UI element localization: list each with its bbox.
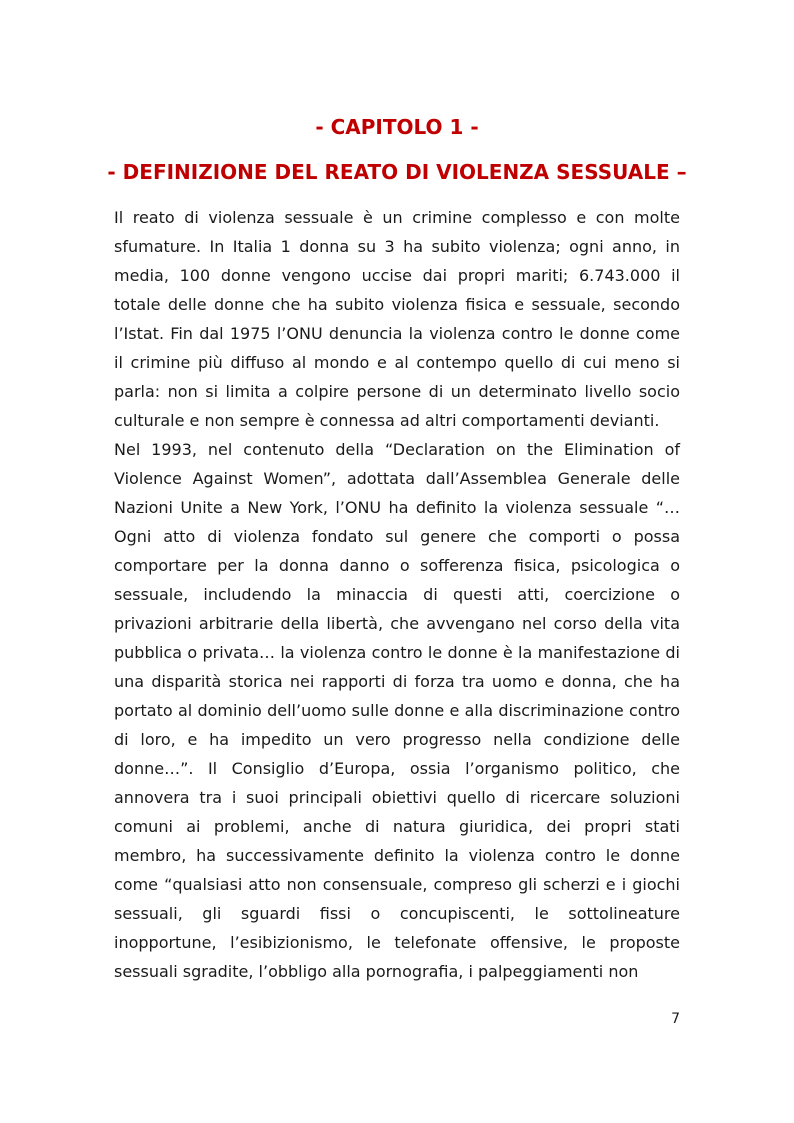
chapter-heading: - CAPITOLO 1 - [315,115,479,139]
paragraph-2: Nel 1993, nel contenuto della “Declaration on the Elimination of Violence Against Women”, adottata dall’Assemblea Generale delle Nazioni Unite a New York, l’ONU ha definito la violenza sessuale “… Ogni atto di violenza fondato sul genere che comporti o possa comportare per la donna danno o sofferenza fisica, psicologica o sessuale, includendo la minaccia di questi atti, coercizione o privazioni arbitrarie della libertà, che avvengano nel corso della vita pubblica o privata… la violenza contro le donne è la manifestazione di una disparità storica nei rapporti di forza tra uomo e donna, che ha portato al dominio dell’uomo sulle donne e alla discriminazione contro di loro, e ha impedito un vero progresso nella condizione delle donne…”. Il Consiglio d’Europa, ossia l’organismo politico, che annovera tra i suoi principali obiettivi quello di ricercare soluzioni comuni ai problemi, anche di natura giuridica, dei propri stati membro, ha successivamente definito la violenza contro le donne come “qualsiasi atto non consensuale, compreso gli scherzi e i giochi sessuali, gli sguardi fissi o concupiscenti, le sottolineature inopportune, l’esibizionismo, le telefonate offensive, le proposte sessuali sgradite, l’obbligo alla pornografia, i palpeggiamenti non [114,440,680,981]
page-number: 7 [671,1011,680,1027]
paragraph-1: Il reato di violenza sessuale è un crimine complesso e con molte sfumature. In Italia 1 donna su 3 ha subito violenza; ogni anno, in media, 100 donne vengono uccise dai propri mariti; 6.743.000 il totale delle donne che ha subito violenza fisica e sessuale, secondo l’Istat. Fin dal 1975 l’ONU denuncia la violenza contro le donne come il crimine più diffuso al mondo e al contempo quello di cui meno si parla: non si limita a colpire persone di un determinato livello socio culturale e non sempre è connessa ad altri comportamenti devianti. [114,208,680,430]
section-title: - DEFINIZIONE DEL REATO DI VIOLENZA SESSUALE – [107,160,687,184]
body-text [114,203,680,986]
